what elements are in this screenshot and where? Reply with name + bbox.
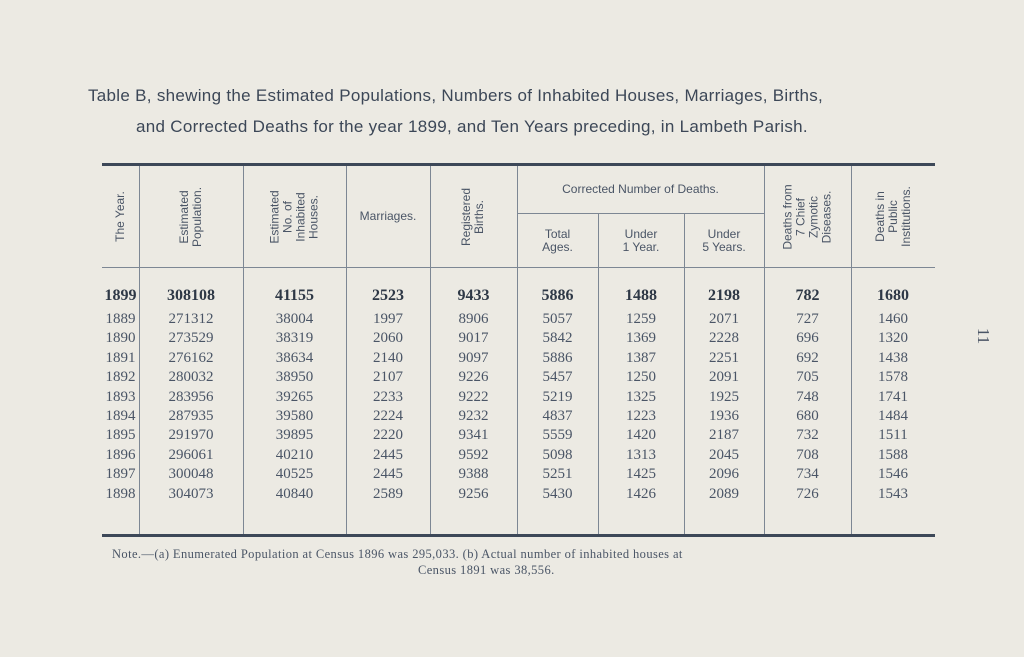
cell-zymotic: 696 — [796, 330, 819, 347]
cell-under-1: 1250 — [626, 369, 656, 386]
cell-births: 9341 — [458, 427, 489, 444]
cell-year: 1896 — [105, 446, 136, 463]
header-houses: Estimated No. of Inhabited Houses. — [267, 189, 321, 244]
cell-year: 1890 — [105, 330, 136, 347]
cell-under-5: 2198 — [708, 287, 740, 304]
cell-marriages: 2220 — [373, 427, 403, 444]
cell-public: 1588 — [878, 446, 908, 463]
cell-population: 271312 — [168, 311, 214, 327]
footnote: Note.—(a) Enumerated Population at Census 1896 was 295,033. (b) Actual number of inhabited houses at Census 1891 was 38,556. — [112, 547, 683, 577]
cell-births: 9388 — [458, 466, 489, 483]
cell-marriages: 2445 — [373, 466, 403, 483]
page-number: 11 — [974, 327, 994, 345]
cell-houses: 40525 — [275, 466, 314, 483]
cell-population: 287935 — [168, 408, 214, 424]
cell-births: 8906 — [458, 311, 489, 327]
cell-public: 1511 — [878, 427, 908, 444]
cell-public: 1741 — [878, 388, 908, 405]
header-rule — [102, 267, 935, 268]
cell-marriages: 2224 — [373, 408, 403, 424]
cell-births: 9433 — [457, 287, 490, 304]
cell-population: 280032 — [168, 369, 214, 386]
cell-marriages: 2107 — [373, 369, 403, 386]
cell-total-deaths: 5457 — [542, 369, 573, 386]
cell-zymotic: 705 — [796, 369, 819, 386]
cell-public: 1484 — [878, 408, 908, 424]
cell-marriages: 2140 — [373, 349, 403, 366]
cell-year: 1897 — [105, 466, 136, 483]
header-births: Registered Births. — [459, 187, 487, 246]
cell-under-1: 1387 — [626, 349, 656, 366]
cell-population: 273529 — [168, 330, 214, 347]
cell-houses: 39265 — [275, 388, 314, 405]
cell-population: 308108 — [167, 287, 215, 304]
cell-public: 1546 — [878, 466, 908, 483]
cell-population: 300048 — [168, 466, 214, 483]
cell-zymotic: 727 — [796, 311, 819, 327]
header-under-1-year: Under 1 Year. — [622, 226, 660, 254]
cell-total-deaths: 5886 — [541, 287, 574, 304]
cell-year: 1898 — [105, 485, 136, 502]
cell-public: 1438 — [878, 349, 908, 366]
header-public-institutions: Deaths in Public Institutions. — [872, 186, 913, 247]
cell-zymotic: 734 — [796, 466, 819, 483]
cell-total-deaths: 5057 — [542, 311, 573, 327]
cell-marriages: 2589 — [373, 485, 403, 502]
cell-births: 9017 — [458, 330, 489, 347]
cell-zymotic: 748 — [796, 388, 819, 405]
cell-houses: 41155 — [274, 287, 315, 304]
cell-total-deaths: 5430 — [542, 485, 573, 502]
cell-under-1: 1325 — [626, 388, 656, 405]
header-total-ages: Total Ages. — [542, 226, 573, 254]
cell-total-deaths: 5251 — [542, 466, 573, 483]
cell-under-5: 2228 — [709, 330, 739, 347]
cell-year: 1899 — [104, 287, 137, 304]
cell-houses: 40840 — [275, 485, 314, 502]
cell-year: 1893 — [105, 388, 136, 405]
cell-public: 1460 — [878, 311, 908, 327]
cell-population: 276162 — [168, 349, 214, 366]
cell-under-5: 2187 — [709, 427, 739, 444]
cell-zymotic: 732 — [796, 427, 819, 444]
cell-zymotic: 708 — [796, 446, 819, 463]
cell-public: 1543 — [878, 485, 908, 502]
cell-houses: 38950 — [275, 369, 314, 386]
table-title-line2: and Corrected Deaths for the year 1899, and Ten Years preceding, in Lambeth Parish. — [136, 117, 808, 136]
cell-population: 283956 — [168, 388, 214, 405]
cell-marriages: 2445 — [373, 446, 403, 463]
cell-under-1: 1420 — [626, 427, 656, 444]
cell-houses: 38004 — [275, 311, 314, 327]
header-corrected-deaths: Corrected Number of Deaths. — [562, 182, 719, 196]
cell-population: 304073 — [168, 485, 214, 502]
cell-total-deaths: 4837 — [542, 408, 573, 424]
cell-under-1: 1259 — [626, 311, 656, 327]
header-under-5-years: Under 5 Years. — [702, 226, 746, 254]
cell-under-1: 1369 — [626, 330, 656, 347]
cell-marriages: 2060 — [373, 330, 403, 347]
cell-marriages: 2523 — [372, 287, 404, 304]
header-zymotic-deaths: Deaths from 7 Chief Zymotic Diseases. — [780, 183, 834, 250]
cell-public: 1578 — [878, 369, 908, 386]
cell-public: 1320 — [878, 330, 908, 347]
cell-total-deaths: 5559 — [542, 427, 573, 444]
cell-under-1: 1488 — [625, 287, 657, 304]
cell-under-5: 1936 — [709, 408, 739, 424]
cell-marriages: 2233 — [373, 388, 403, 405]
cell-under-5: 2251 — [709, 349, 739, 366]
cell-year: 1891 — [105, 349, 136, 366]
cell-under-5: 2089 — [709, 485, 739, 502]
cell-zymotic: 680 — [796, 408, 819, 424]
cell-zymotic: 726 — [796, 485, 819, 502]
cell-total-deaths: 5219 — [542, 388, 573, 405]
cell-total-deaths: 5842 — [542, 330, 573, 347]
cell-under-1: 1425 — [626, 466, 656, 483]
cell-year: 1894 — [105, 408, 136, 424]
cell-public: 1680 — [877, 287, 909, 304]
cell-houses: 39895 — [275, 427, 314, 444]
cell-houses: 38634 — [275, 349, 314, 366]
cell-births: 9097 — [458, 349, 489, 366]
table-title-line1: Table B, shewing the Estimated Populations, Numbers of Inhabited Houses, Marriages, Births, — [88, 86, 824, 105]
cell-under-1: 1426 — [626, 485, 656, 502]
cell-year: 1892 — [105, 369, 136, 386]
cell-zymotic: 692 — [796, 349, 819, 366]
header-population: Estimated Population. — [176, 186, 204, 247]
cell-births: 9592 — [458, 446, 489, 463]
cell-marriages: 1997 — [373, 311, 403, 327]
cell-under-5: 2096 — [709, 466, 739, 483]
cell-population: 291970 — [168, 427, 214, 444]
cell-births: 9256 — [458, 485, 489, 502]
cell-total-deaths: 5886 — [542, 349, 573, 366]
cell-under-5: 2071 — [709, 311, 739, 327]
cell-under-5: 2045 — [709, 446, 739, 463]
cell-year: 1889 — [105, 311, 136, 327]
cell-zymotic: 782 — [795, 287, 820, 304]
header-marriages: Marriages. — [359, 209, 417, 223]
cell-under-5: 2091 — [709, 369, 739, 386]
cell-births: 9222 — [458, 388, 489, 405]
cell-births: 9226 — [458, 369, 489, 386]
cell-total-deaths: 5098 — [542, 446, 573, 463]
cell-under-1: 1313 — [626, 446, 656, 463]
cell-houses: 39580 — [275, 408, 314, 424]
cell-under-1: 1223 — [626, 408, 656, 424]
cell-year: 1895 — [105, 427, 136, 444]
cell-under-5: 1925 — [709, 388, 739, 405]
cell-population: 296061 — [168, 446, 214, 463]
cell-houses: 40210 — [275, 446, 314, 463]
header-year: The Year. — [113, 191, 127, 242]
cell-houses: 38319 — [275, 330, 314, 347]
bottom-rule — [102, 534, 935, 537]
cell-births: 9232 — [458, 408, 489, 424]
